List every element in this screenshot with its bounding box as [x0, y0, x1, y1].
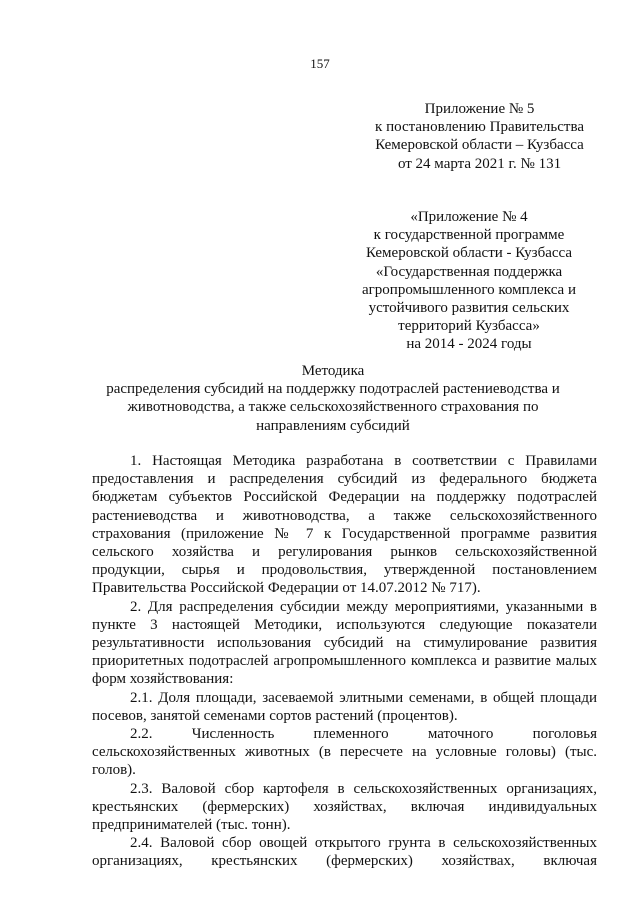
- appendix-4-line: к государственной программе: [373, 227, 565, 244]
- appendix-4-line: «Государственная поддержка: [375, 263, 563, 280]
- appendix-4-line: агропромышленного комплекса и: [362, 281, 576, 298]
- appendix-4-line: на 2014 - 2024 годы: [406, 336, 532, 353]
- appendix-5-header: [375, 100, 584, 173]
- appendix-5-line: Кемеровской области – Кузбасса: [375, 137, 584, 154]
- appendix-5-line: от 24 марта 2021 г. № 131: [397, 155, 562, 172]
- paragraph: 2.1. Доля площади, засеваемой элитными семенами, в общей площади посевов, занятой семенами сортов растений (процентов).: [92, 689, 597, 724]
- appendix-4-line: Кемеровской области - Кузбасса: [365, 245, 573, 262]
- title-heading: Методика: [301, 363, 365, 379]
- appendix-4-header: [362, 208, 576, 354]
- document-title: [94, 362, 572, 435]
- page-number: 157: [310, 56, 330, 71]
- paragraph: 2.3. Валовой сбор картофеля в сельскохозяйственных организациях, крестьянских (фермерских) хозяйствах, включая индивидуальных предпринимателей (тыс. тонн).: [92, 780, 597, 834]
- paragraph: 2. Для распределения субсидии между мероприятиями, указанными в пункте 3 настоящей Методики, используются следующие показатели результативности использования субсидий на стимулирование развития приоритетных подотраслей агропромышленного комплекса и развитие малых форм хозяйствования:: [92, 598, 597, 688]
- paragraph: 2.2. Численность племенного маточного поголовья сельскохозяйственных животных (в пересчете на условные головы) (тыс. голов).: [92, 726, 597, 779]
- appendix-4-line: территорий Кузбасса»: [398, 318, 540, 335]
- document-body: [92, 452, 597, 871]
- appendix-4-line: устойчивого развития сельских: [368, 300, 570, 317]
- appendix-5-line: Приложение № 5: [424, 101, 535, 117]
- paragraph: 2.4. Валовой сбор овощей открытого грунта в сельскохозяйственных организациях, крестьянских (фермерских) хозяйствах, включая: [92, 835, 597, 870]
- title-subtitle: распределения субсидий на поддержку подотраслей растениеводства и животноводства, а также сельскохозяйственного страхования по направлениям субсидий: [106, 381, 560, 434]
- appendix-4-line: «Приложение № 4: [410, 209, 528, 225]
- paragraph: 1. Настоящая Методика разработана в соответствии с Правилами предоставления и распределения субсидий из федерального бюджета бюджетам субъектов Российской Федерации на поддержку подотраслей растениеводства и животноводства, а также сельскохозяйственного страхования (приложение № 7 к Государственной программе развития сельского хозяйства и регулирования рынков сельскохозяйственной продукции, сырья и продовольствия, утвержденной постановлением Правительства Российской Федерации от 14.07.2012 № 717).: [92, 453, 597, 597]
- appendix-5-line: к постановлению Правительства: [375, 119, 584, 136]
